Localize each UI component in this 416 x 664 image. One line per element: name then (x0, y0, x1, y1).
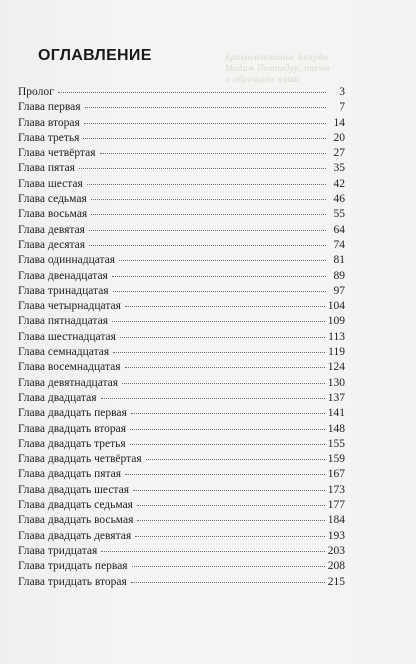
toc-entry[interactable] (18, 299, 345, 314)
dot-leader (125, 474, 325, 475)
toc-entry-title: Глава пятая (18, 162, 75, 175)
toc-entry-title: Глава пятнадцатая (18, 315, 108, 328)
toc-entry-page-number: 119 (328, 346, 345, 359)
toc-entry-page-number: 7 (339, 101, 345, 114)
dot-leader (119, 260, 326, 261)
toc-entry[interactable] (18, 238, 345, 253)
toc-entry-title: Глава восемнадцатая (18, 361, 121, 374)
toc-entry-page-number: 74 (333, 238, 345, 251)
dot-leader (125, 367, 325, 368)
toc-entry-title: Глава шестая (18, 177, 83, 190)
toc-entry[interactable] (18, 575, 345, 590)
toc-entry-page-number: 27 (333, 147, 345, 160)
toc-heading: ОГЛАВЛЕНИЕ (38, 47, 152, 64)
toc-entry-page-number: 141 (327, 407, 345, 420)
dot-leader (113, 291, 326, 292)
dot-leader (137, 505, 325, 506)
toc-entry[interactable] (18, 422, 345, 437)
toc-entry[interactable] (18, 360, 345, 375)
toc-entry-page-number: 148 (327, 422, 345, 435)
toc-entry[interactable] (18, 269, 345, 284)
dot-leader (91, 214, 326, 215)
toc-entry[interactable] (18, 284, 345, 299)
toc-entry-title: Глава шестнадцатая (18, 330, 116, 343)
toc-entry[interactable] (18, 177, 345, 192)
toc-entry[interactable] (18, 483, 345, 498)
dot-leader (120, 337, 325, 338)
dot-leader (87, 184, 326, 185)
toc-entry[interactable] (18, 330, 345, 345)
dot-leader (79, 168, 326, 169)
toc-entry-page-number: 97 (333, 284, 345, 297)
toc-entry[interactable] (18, 85, 345, 100)
bleed-through-text (225, 52, 375, 85)
toc-entry[interactable] (18, 100, 345, 115)
toc-entry[interactable] (18, 192, 345, 207)
toc-entry-page-number: 177 (327, 499, 345, 512)
toc-entry-page-number: 155 (327, 437, 345, 450)
dot-leader (132, 566, 325, 567)
dot-leader (101, 398, 325, 399)
toc-entry[interactable] (18, 452, 345, 467)
toc-entry-title: Глава двадцать третья (18, 437, 126, 450)
toc-entry-page-number: 130 (327, 376, 345, 389)
toc-entry-page-number: 184 (327, 514, 345, 527)
toc-entry-page-number: 35 (333, 162, 345, 175)
toc-entry[interactable] (18, 406, 345, 421)
dot-leader (137, 520, 324, 521)
toc-entry-page-number: 137 (327, 391, 345, 404)
dot-leader (112, 276, 326, 277)
toc-entry-page-number: 215 (327, 575, 345, 588)
dot-leader (135, 536, 325, 537)
dot-leader (113, 352, 325, 353)
toc-entry-title: Глава вторая (18, 116, 80, 129)
toc-entry-title: Глава двадцать первая (18, 407, 127, 420)
dot-leader (130, 444, 325, 445)
dot-leader (131, 413, 325, 414)
toc-entry[interactable] (18, 207, 345, 222)
toc-entry-title: Глава четвёртая (18, 147, 96, 160)
dot-leader (133, 490, 325, 491)
toc-entry[interactable] (18, 314, 345, 329)
toc-entry-title: Глава одиннадцатая (18, 254, 116, 267)
toc-entry-title: Глава двенадцатая (18, 269, 108, 282)
toc-entry-title: Глава двадцать седьмая (18, 499, 133, 512)
toc-entry-page-number: 113 (328, 330, 345, 343)
toc-entry-page-number: 3 (339, 86, 345, 98)
toc-entry-title: Глава тридцать первая (18, 560, 128, 573)
toc-entry-title: Глава третья (18, 131, 80, 144)
toc-entry[interactable] (18, 437, 345, 452)
dot-leader (89, 230, 326, 231)
toc-entry-title: Глава двадцатая (18, 391, 97, 404)
toc-entry-page-number: 173 (327, 483, 345, 496)
bleed-through-line: и обращали наши (225, 74, 300, 84)
toc-entry-title: Пролог (18, 86, 54, 98)
toc-entry[interactable] (18, 345, 345, 360)
toc-entry-page-number: 104 (327, 300, 345, 313)
toc-entry-title: Глава тринадцатая (18, 284, 109, 297)
toc-entry-title: Глава двадцать восьмая (18, 514, 134, 527)
toc-entry-page-number: 20 (333, 131, 345, 144)
toc-entry-page-number: 167 (327, 468, 345, 481)
dot-leader (130, 429, 325, 430)
toc-entry[interactable] (18, 498, 345, 513)
toc-entry[interactable] (18, 513, 345, 528)
toc-entry-page-number: 203 (327, 544, 345, 557)
toc-entry[interactable] (18, 253, 345, 268)
toc-entry-title: Глава семнадцатая (18, 346, 110, 359)
toc-entry-title: Глава четырнадцатая (18, 300, 121, 313)
toc-entry-page-number: 124 (327, 361, 345, 374)
toc-entry-page-number: 89 (333, 269, 345, 282)
toc-entry[interactable] (18, 376, 345, 391)
toc-entry-title: Глава тридцатая (18, 544, 98, 557)
toc-entry-title: Глава девятая (18, 223, 85, 236)
toc-entry[interactable] (18, 146, 345, 161)
toc-entry-title: Глава двадцать пятая (18, 468, 122, 481)
toc-entry-page-number: 64 (333, 223, 345, 236)
toc-entry[interactable] (18, 559, 345, 574)
toc-entry[interactable] (18, 161, 345, 176)
dot-leader (89, 245, 326, 246)
toc-entry[interactable] (18, 131, 345, 146)
toc-entry-title: Глава восьмая (18, 208, 88, 221)
toc-entry-title: Глава девятнадцатая (18, 376, 119, 389)
toc-entry-page-number: 109 (327, 315, 345, 328)
toc-entry-title: Глава тридцать вторая (18, 575, 127, 588)
toc-entry[interactable] (18, 529, 345, 544)
toc-entry-page-number: 14 (333, 116, 345, 129)
toc-entry[interactable] (18, 544, 345, 559)
dot-leader (101, 551, 324, 552)
toc-entry[interactable] (18, 116, 345, 131)
dot-leader (58, 92, 326, 93)
dot-leader (83, 138, 326, 139)
dot-leader (131, 582, 325, 583)
table-of-contents (18, 85, 345, 590)
dot-leader (125, 306, 325, 307)
dot-leader (85, 107, 326, 108)
toc-entry-page-number: 159 (327, 453, 345, 466)
toc-entry-title: Глава двадцать вторая (18, 422, 126, 435)
dot-leader (100, 153, 327, 154)
toc-entry[interactable] (18, 223, 345, 238)
toc-entry-page-number: 208 (327, 560, 345, 573)
toc-entry-page-number: 46 (333, 193, 345, 206)
toc-entry-title: Глава двадцать четвёртая (18, 453, 142, 466)
dot-leader (122, 383, 325, 384)
dot-leader (112, 321, 325, 322)
toc-entry-page-number: 55 (333, 208, 345, 221)
toc-entry[interactable] (18, 391, 345, 406)
dot-leader (146, 459, 325, 460)
toc-entry-page-number: 42 (333, 177, 345, 190)
toc-entry[interactable] (18, 467, 345, 482)
dot-leader (84, 123, 326, 124)
toc-entry-title: Глава первая (18, 101, 81, 114)
bleed-through-line: Бракосочетание Баярди (225, 52, 329, 62)
toc-entry-page-number: 193 (327, 529, 345, 542)
toc-entry-title: Глава двадцать девятая (18, 529, 132, 542)
toc-entry-title: Глава седьмая (18, 193, 87, 206)
bleed-through-line: Мадам Помпадур, пасчы (225, 63, 331, 73)
toc-entry-title: Глава двадцать шестая (18, 483, 129, 496)
dot-leader (91, 199, 326, 200)
toc-entry-page-number: 81 (333, 254, 345, 267)
toc-entry-title: Глава десятая (18, 238, 86, 251)
